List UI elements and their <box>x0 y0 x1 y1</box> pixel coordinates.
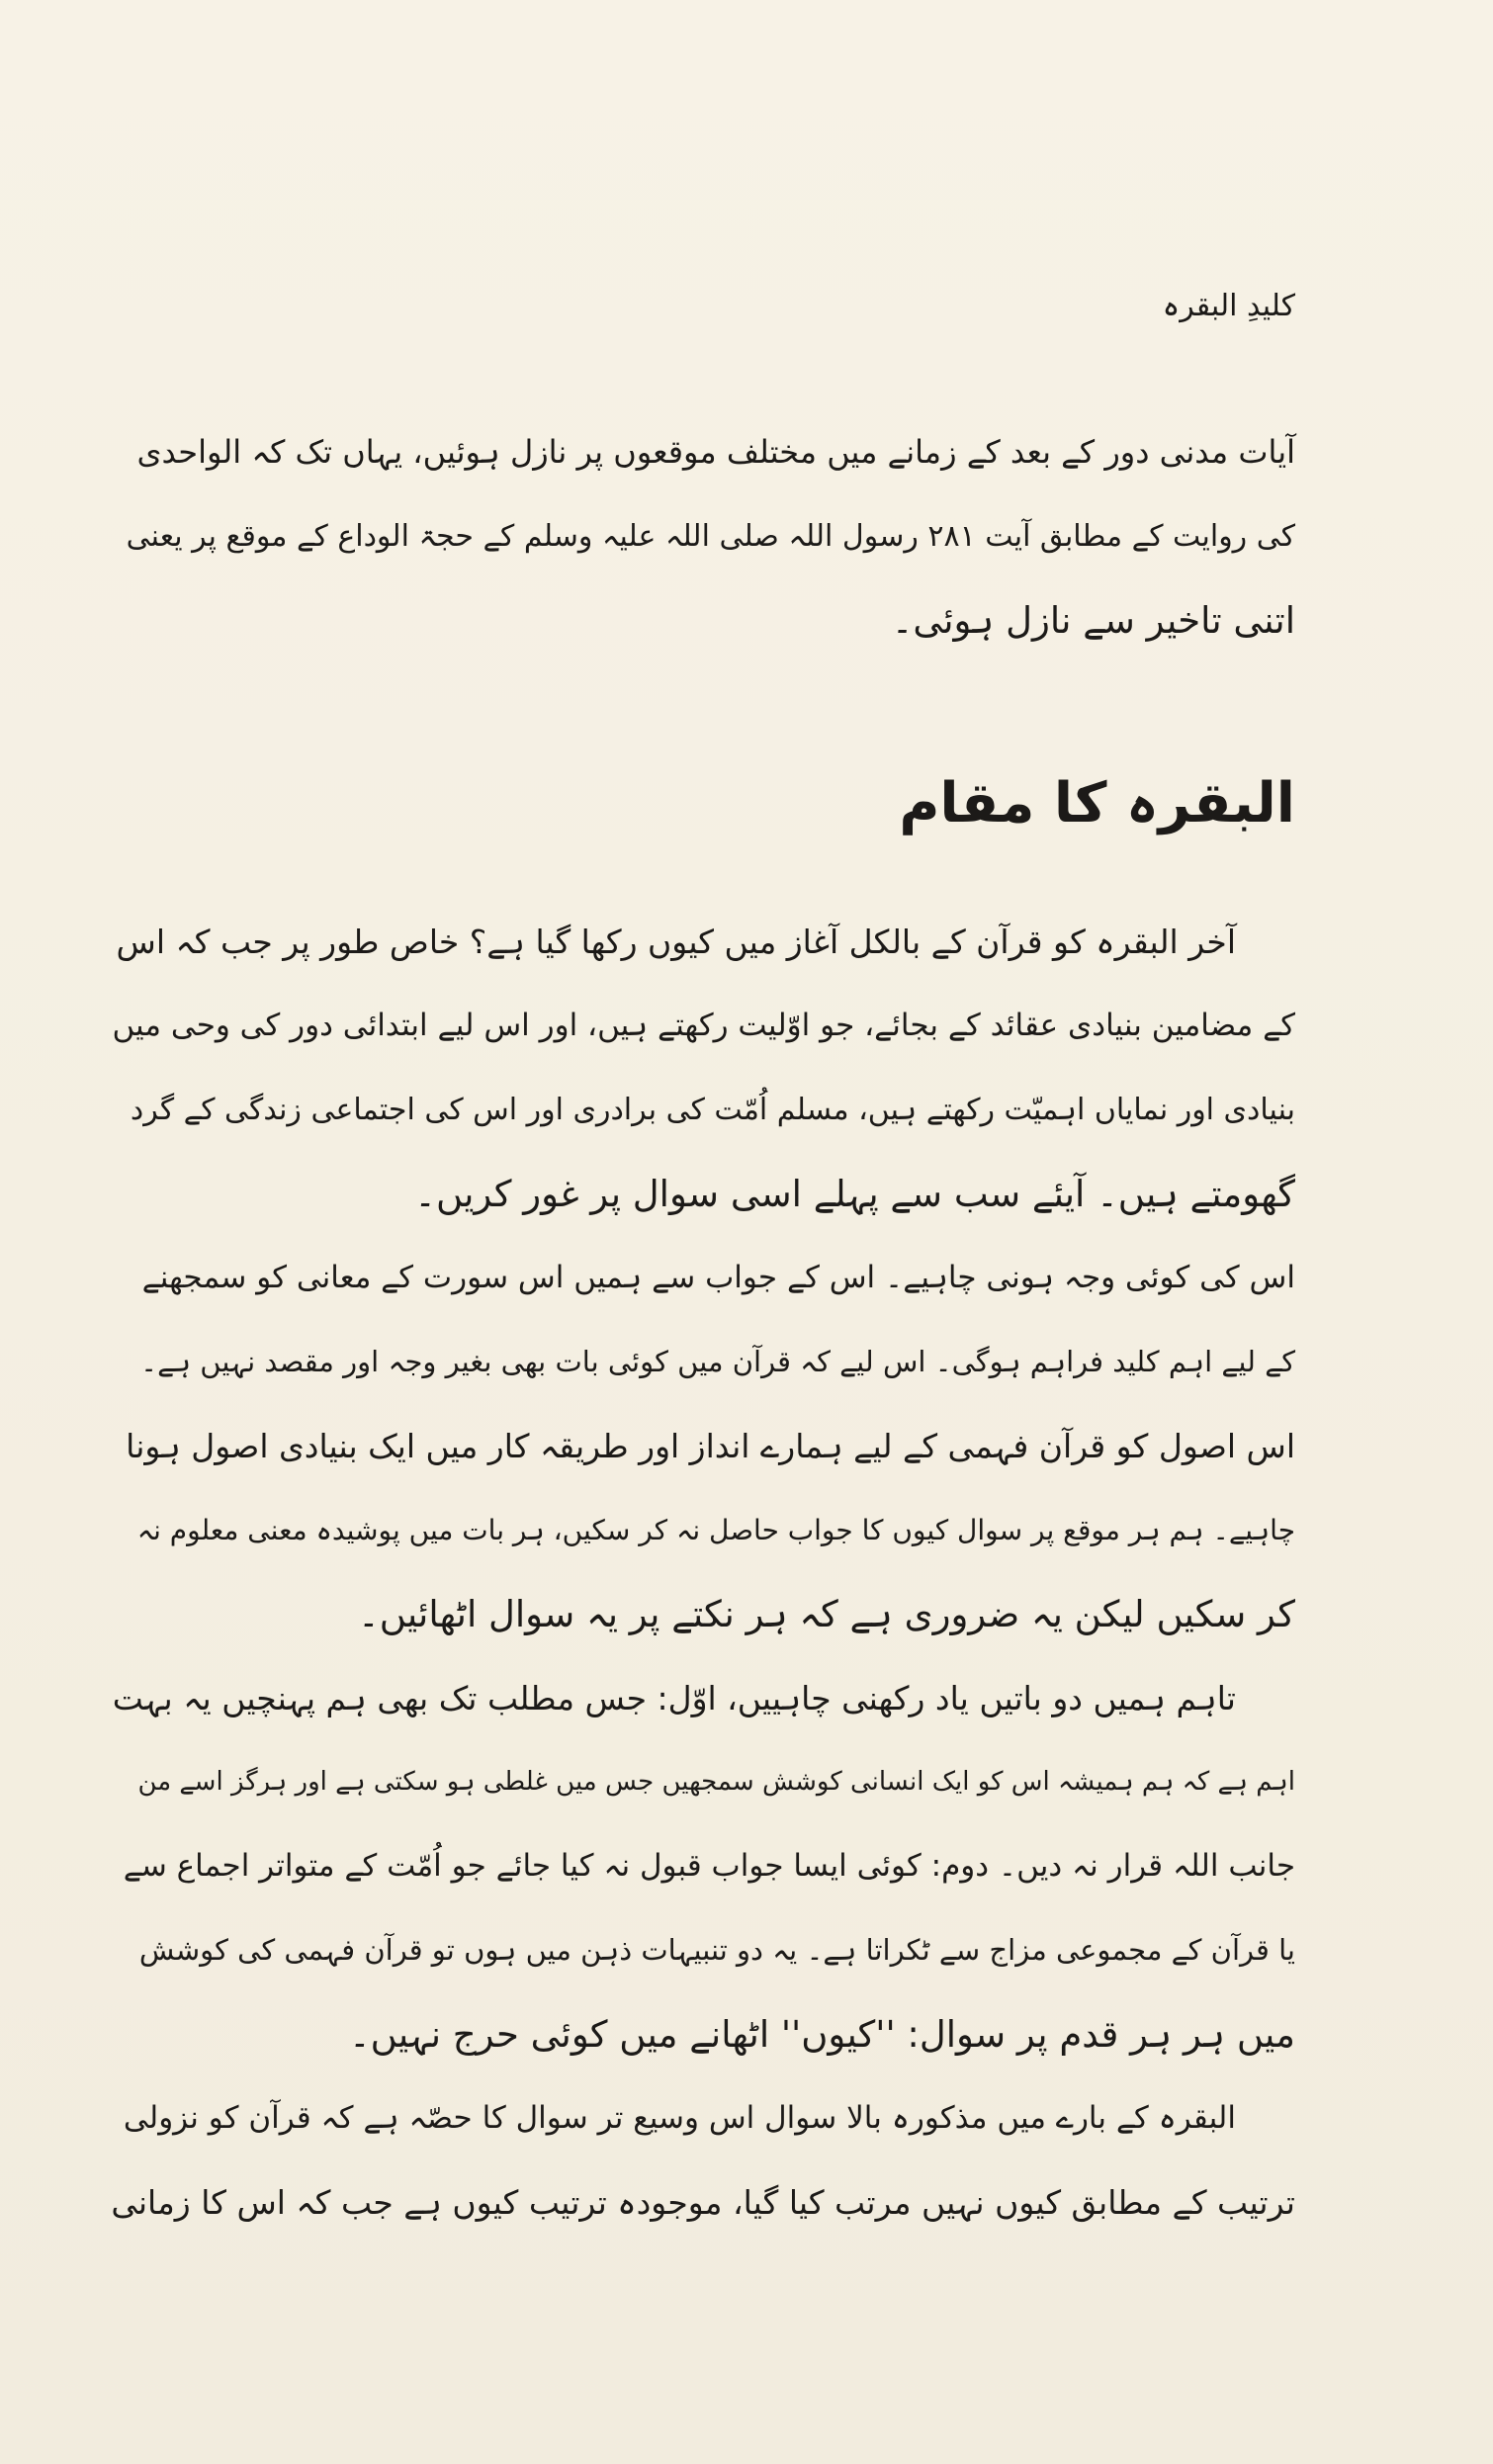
text-line: تاہم ہمیں دو باتیں یاد رکھنی چاہییں، اوّل: جس مطلب تک بھی ہم پہنچیں یہ بہت <box>112 1679 1236 1717</box>
text-line: جانب اللہ قرار نہ دیں۔ دوم: کوئی ایسا جواب قبول نہ کیا جائے جو اُمّت کے متواتر اجماع سے <box>123 1848 1295 1884</box>
text-line: آخر البقرہ کو قرآن کے بالکل آغاز میں کیوں رکھا گیا ہے؟ خاص طور پر جب کہ اس <box>116 923 1236 961</box>
text-line: کی روایت کے مطابق آیت ۲۸۱ رسول اللہ صلی اللہ علیہ وسلم کے حجۃ الوداع کے موقع پر یعنی <box>126 519 1295 554</box>
text-line: میں ہر ہر قدم پر سوال: ''کیوں'' اٹھانے میں کوئی حرج نہیں۔ <box>349 2013 1295 2056</box>
text-line: ترتیب کے مطابق کیوں نہیں مرتب کیا گیا، موجودہ ترتیب کیوں ہے جب کہ اس کا زمانی <box>111 2183 1295 2222</box>
text-line: کر سکیں لیکن یہ ضروری ہے کہ ہر نکتے پر یہ سوال اٹھائیں۔ <box>358 1593 1295 1635</box>
running-header: کلیدِ البقرہ <box>1162 289 1295 323</box>
text-line: یا قرآن کے مجموعی مزاج سے ٹکراتا ہے۔ یہ دو تنبیہات ذہن میں ہوں تو قرآن فہمی کی کوشش <box>138 1933 1295 1967</box>
text-line: اس اصول کو قرآن فہمی کے لیے ہمارے انداز اور طریقہ کار میں ایک بنیادی اصول ہونا <box>126 1427 1295 1465</box>
text-line: بنیادی اور نمایاں اہمیّت رکھتے ہیں، مسلم اُمّت کی برادری اور اس کی اجتماعی زندگی کے گرد <box>130 1093 1295 1127</box>
text-line: چاہیے۔ ہم ہر موقع پر سوال کیوں کا جواب حاصل نہ کر سکیں، ہر بات میں پوشیدہ معنی معلوم نہ <box>136 1514 1295 1546</box>
section-body <box>109 900 1295 2244</box>
text-line: اتنی تاخیر سے نازل ہوئی۔ <box>891 599 1295 642</box>
text-line: کے مضامین بنیادی عقائد کے بجائے، جو اوّلیت رکھتے ہیں، اور اس لیے ابتدائی دور کی وحی میں <box>112 1008 1295 1043</box>
section-heading: البقرہ کا مقام <box>899 771 1295 836</box>
text-line: اس کی کوئی وجہ ہونی چاہیے۔ اس کے جواب سے ہمیں اس سورت کے معانی کو سمجھنے <box>141 1260 1295 1295</box>
text-line: گھومتے ہیں۔ آیئے سب سے پہلے اسی سوال پر غور کریں۔ <box>414 1173 1295 1215</box>
text-line: البقرہ کے بارے میں مذکورہ بالا سوال اس وسیع تر سوال کا حصّہ ہے کہ قرآن کو نزولی <box>123 2100 1236 2136</box>
text-line: اہم ہے کہ ہم ہمیشہ اس کو ایک انسانی کوشش سمجھیں جس میں غلطی ہو سکتی ہے اور ہرگز اسے من <box>137 1767 1295 1797</box>
intro-paragraph <box>109 410 1295 662</box>
text-line: کے لیے اہم کلید فراہم ہوگی۔ اس لیے کہ قرآن میں کوئی بات بھی بغیر وجہ اور مقصد نہیں ہے۔ <box>140 1345 1295 1378</box>
text-line: آیات مدنی دور کے بعد کے زمانے میں مختلف موقعوں پر نازل ہوئیں، یہاں تک کہ الواحدی <box>136 433 1295 471</box>
